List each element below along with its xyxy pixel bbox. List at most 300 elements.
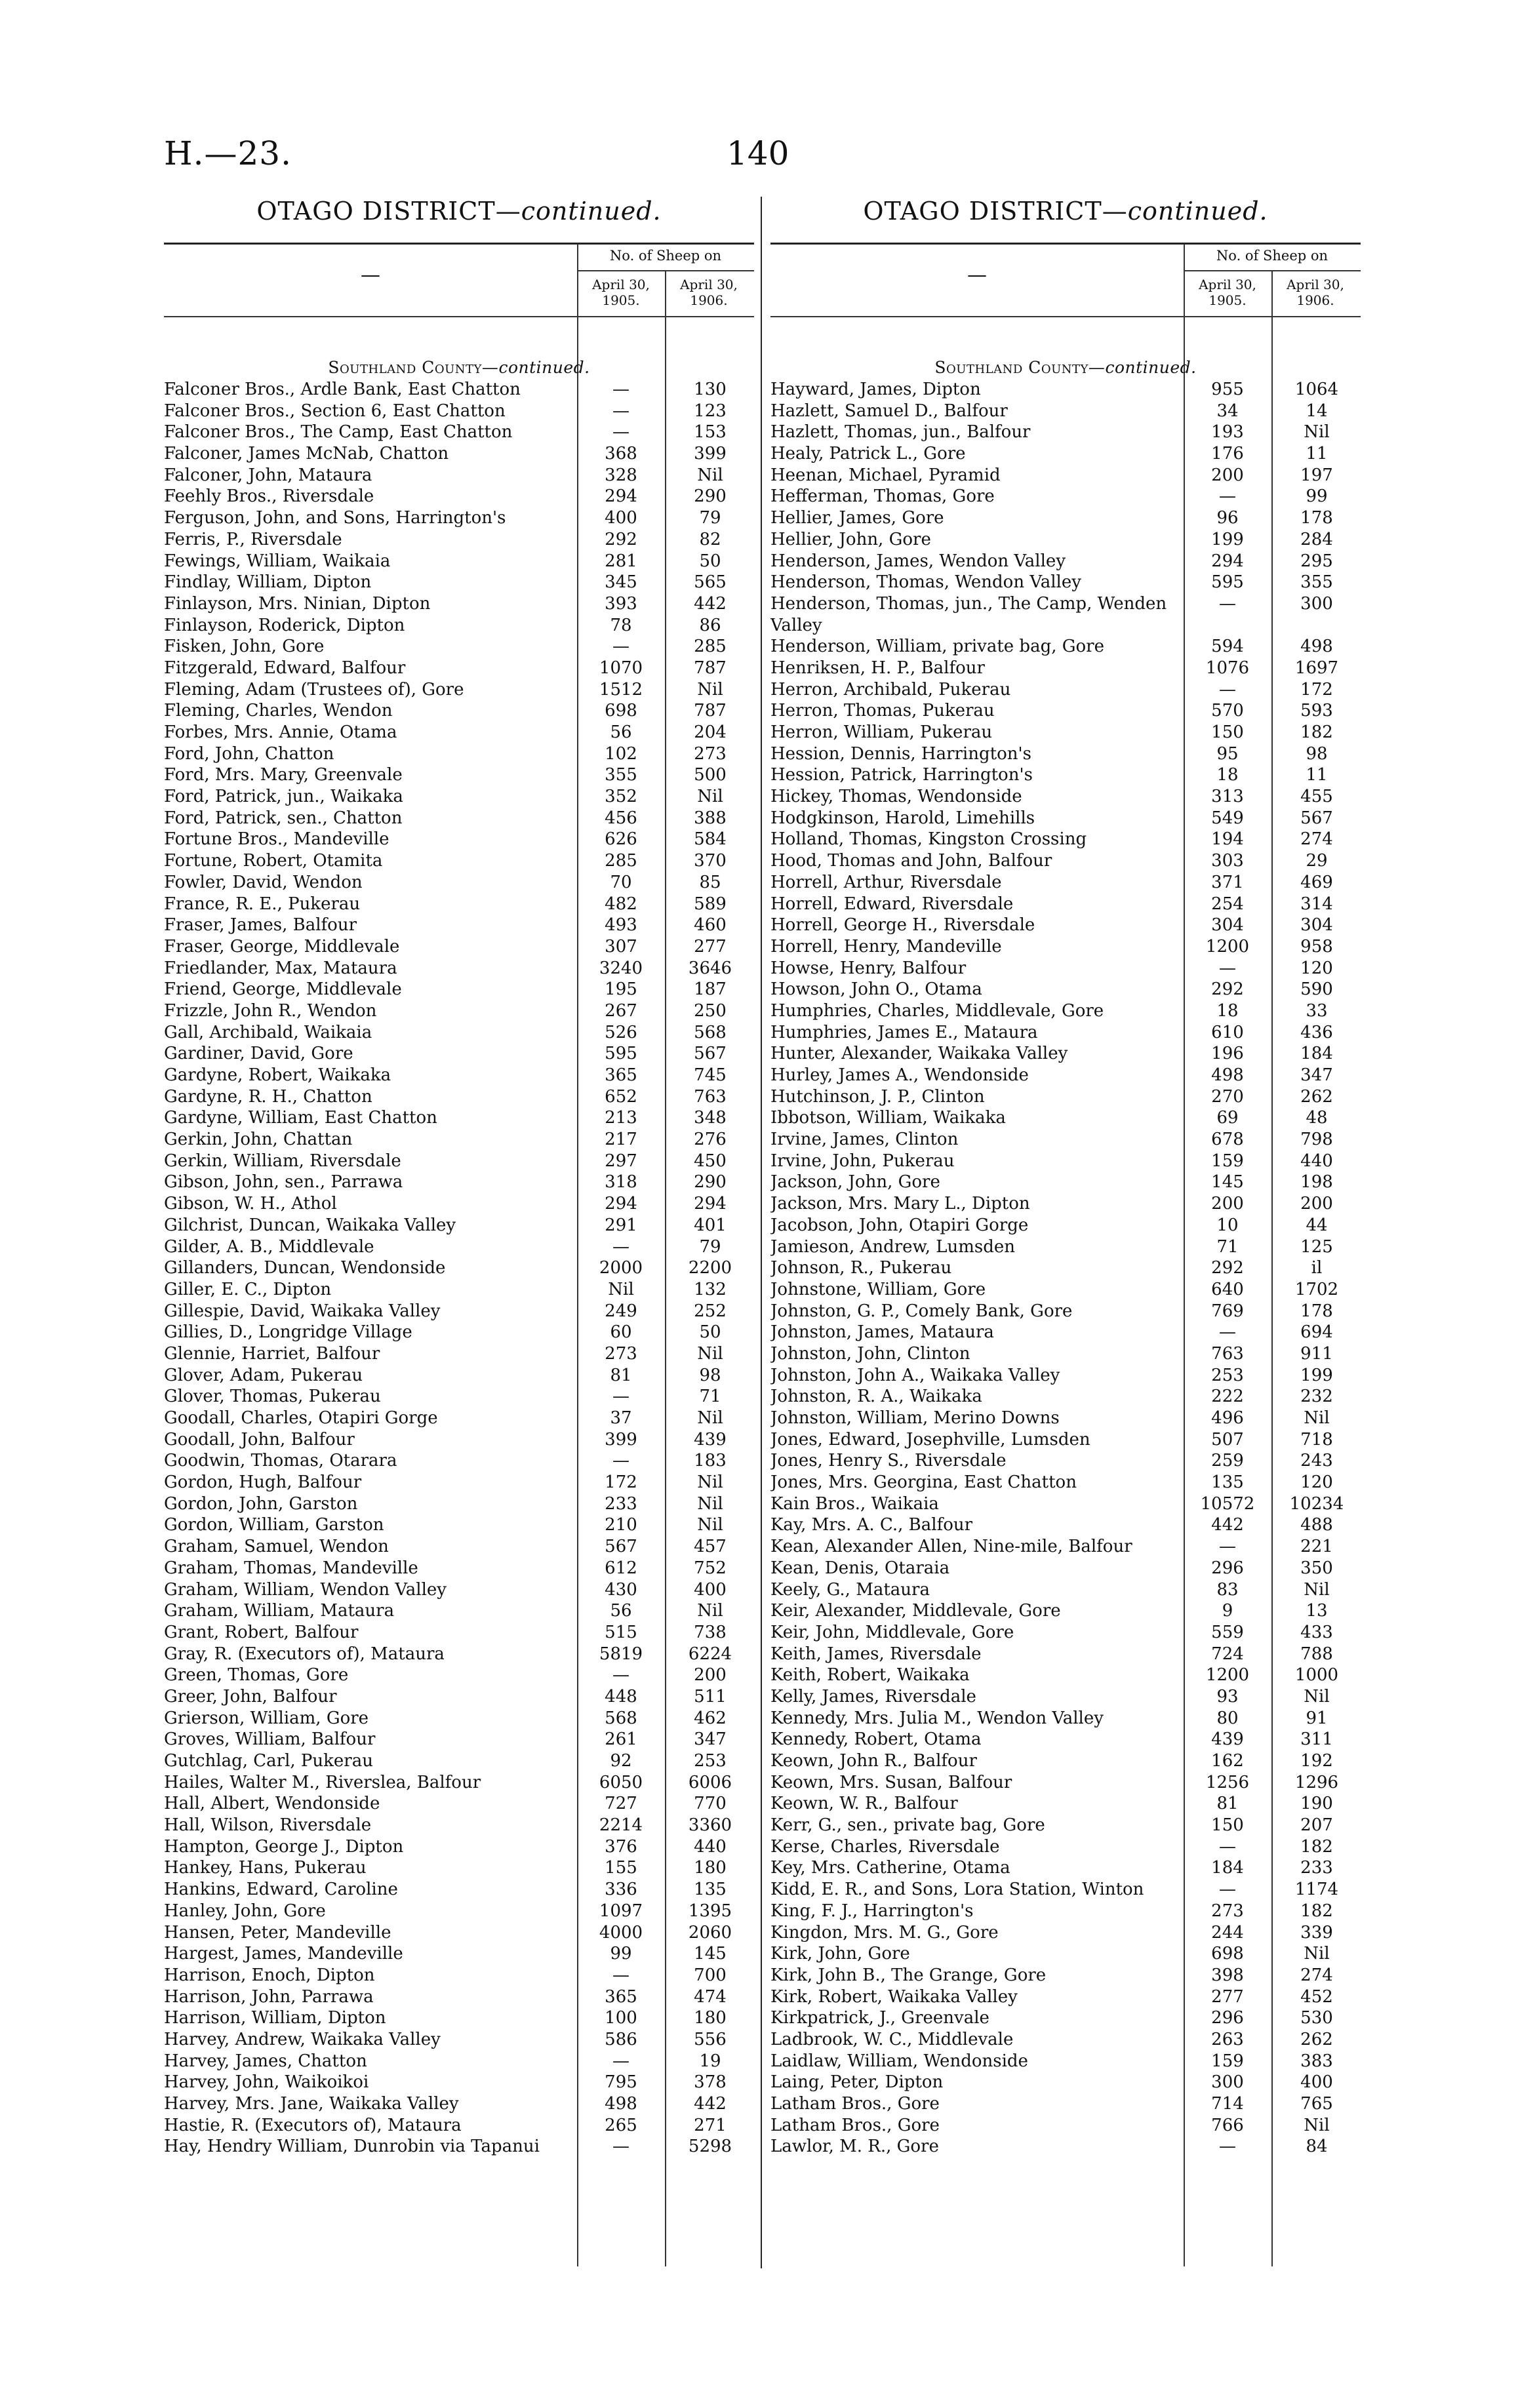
sheep-1906: 182 (1300, 722, 1333, 743)
table-row (770, 379, 1361, 401)
sheep-1905: 1200 (1205, 936, 1250, 957)
sheep-1906: 252 (694, 1301, 727, 1321)
owner-name: Jamieson, Andrew, Lumsden (770, 1236, 1016, 1257)
owner-name: Falconer Bros., Ardle Bank, East Chatton (164, 380, 521, 399)
sheep-1905: 9 (1222, 1601, 1233, 1621)
table-row (164, 958, 754, 979)
sheep-1905: 6050 (599, 1772, 643, 1792)
sheep-1906: 130 (694, 380, 727, 399)
owner-name: Gutchlag, Carl, Pukerau (164, 1751, 373, 1771)
sheep-1905: — (1219, 1537, 1236, 1557)
sheep-1905: 292 (1211, 979, 1244, 1000)
table-row (770, 1236, 1361, 1258)
sheep-1906: 787 (694, 701, 727, 721)
sheep-1906: 500 (694, 765, 727, 785)
table-row (770, 1257, 1361, 1279)
sheep-1906: 178 (1300, 508, 1333, 528)
table-row (770, 1922, 1361, 1944)
sheep-1906: 207 (1300, 1815, 1333, 1836)
sheep-1905: 955 (1211, 380, 1244, 399)
owner-name: Ford, Mrs. Mary, Greenvale (164, 765, 403, 785)
sheep-1905: 456 (605, 808, 637, 828)
sheep-1906: 19 (699, 2051, 721, 2071)
table-row (164, 1215, 754, 1236)
owner-name: Fitzgerald, Edward, Balfour (164, 658, 406, 678)
sheep-1906: 1697 (1294, 658, 1339, 678)
table-row (164, 979, 754, 1000)
table-row (164, 915, 754, 936)
sheep-1906: 123 (694, 401, 727, 421)
sheep-1906: 91 (1306, 1708, 1328, 1728)
sheep-1905: — (612, 380, 629, 399)
sheep-1906: Nil (1304, 1408, 1330, 1429)
sheep-1906: 233 (1300, 1858, 1333, 1878)
sheep-1905: — (1219, 958, 1236, 978)
owner-name: Gilder, A. B., Middlevale (164, 1236, 374, 1257)
owner-name: Keown, Mrs. Susan, Balfour (770, 1772, 1012, 1792)
table-row (164, 1686, 754, 1708)
owner-name: Fortune, Robert, Otamita (164, 851, 383, 871)
sheep-1905: 292 (1211, 1258, 1244, 1278)
sheep-1906: 958 (1300, 936, 1333, 957)
table-row (164, 1514, 754, 1536)
owner-name: Johnston, John, Clinton (770, 1343, 970, 1364)
sheep-1905: 294 (605, 486, 637, 507)
table-row (164, 1622, 754, 1644)
sheep-1906: 183 (694, 1451, 727, 1471)
sheep-1906: 311 (1300, 1729, 1333, 1750)
owner-name: Kerr, G., sen., private bag, Gore (770, 1815, 1045, 1836)
owner-name: Jackson, Mrs. Mary L., Dipton (770, 1194, 1030, 1214)
table-row (770, 1301, 1361, 1322)
table-row (164, 1408, 754, 1429)
table-row (770, 722, 1361, 743)
sheep-1905: 393 (605, 593, 637, 614)
sheep-1905: 162 (1211, 1751, 1244, 1771)
sheep-1905: 294 (1211, 551, 1244, 571)
table-row (770, 2136, 1361, 2158)
sheep-1905: 102 (605, 743, 637, 764)
table-row (770, 679, 1361, 701)
owner-name: Gibson, W. H., Athol (164, 1194, 337, 1214)
sheep-1905: — (1219, 1880, 1236, 1900)
sheep-1905: 213 (605, 1108, 637, 1128)
table-row (164, 894, 754, 915)
sheep-1905: 100 (605, 2008, 637, 2028)
owner-name: Howson, John O., Otama (770, 979, 982, 1000)
sheep-1906: 180 (694, 1858, 727, 1878)
owner-name: Jackson, John, Gore (770, 1172, 940, 1193)
owner-name: Kirkpatrick, J., Greenvale (770, 2008, 989, 2028)
sheep-1905: 549 (1211, 808, 1244, 828)
table-row (164, 1772, 754, 1794)
owner-name: Hailes, Walter M., Riverslea, Balfour (164, 1772, 481, 1792)
table-row (164, 593, 754, 615)
sheep-1905: 727 (605, 1794, 637, 1814)
sheep-1905: — (612, 1236, 629, 1257)
sheep-1905: — (612, 401, 629, 421)
owner-name: Henderson, Thomas, Wendon Valley (770, 572, 1081, 593)
sheep-1906: 798 (1300, 1130, 1333, 1150)
table-row (164, 401, 754, 422)
sheep-1906: 6006 (688, 1772, 732, 1792)
sheep-1906: 277 (694, 936, 727, 957)
sheep-1905: 300 (1211, 2072, 1244, 2093)
owner-name: Fortune Bros., Mandeville (164, 829, 389, 850)
sheep-1905: 150 (1211, 1815, 1244, 1836)
owner-name: King, F. J., Harrington's (770, 1901, 974, 1921)
table-row (164, 1986, 754, 2008)
sheep-1906: 439 (694, 1429, 727, 1450)
owner-name: Gardiner, David, Gore (164, 1044, 353, 1064)
sheep-1906: Nil (697, 465, 723, 485)
table-row (164, 1343, 754, 1365)
owner-name: Kay, Mrs. A. C., Balfour (770, 1515, 973, 1535)
sheep-1906: 300 (1300, 593, 1333, 614)
sheep-1905: 93 (1216, 1686, 1239, 1707)
sheep-1906: 290 (694, 486, 727, 507)
sheep-1906: 125 (1300, 1236, 1333, 1257)
owner-name: Ferguson, John, and Sons, Harrington's (164, 508, 506, 528)
table-row (770, 422, 1361, 443)
owner-name: Jones, Henry S., Riversdale (770, 1451, 1007, 1471)
owner-name: Latham Bros., Gore (770, 2094, 940, 2114)
owner-name: Ford, Patrick, jun., Waikaka (164, 787, 403, 807)
owner-name: Keir, Alexander, Middlevale, Gore (770, 1601, 1061, 1621)
table-row (770, 1107, 1361, 1129)
sheep-1906: 745 (694, 1065, 727, 1085)
sheep-1905: 612 (605, 1558, 637, 1578)
owner-name: Grierson, William, Gore (164, 1708, 369, 1728)
sheep-1906: 50 (699, 551, 721, 571)
sheep-1905: 430 (605, 1579, 637, 1600)
owner-name: Gillespie, David, Waikaka Valley (164, 1301, 441, 1321)
sheep-1906: 378 (694, 2072, 727, 2093)
table-row (164, 529, 754, 551)
sheep-1906: 347 (1300, 1065, 1333, 1086)
sheep-1905: 352 (605, 787, 637, 807)
sheep-1906: 182 (1300, 1836, 1333, 1857)
sheep-1906: 5298 (688, 2137, 732, 2157)
sheep-1905: 259 (1211, 1451, 1244, 1471)
sheep-1905: 217 (605, 1130, 637, 1150)
table-row (770, 936, 1361, 958)
table-row (164, 1257, 754, 1279)
sheep-1905: 365 (605, 1065, 637, 1085)
sheep-1905: — (1219, 593, 1236, 614)
table-row (770, 2093, 1361, 2115)
table-row (164, 1107, 754, 1129)
sheep-1905: 2214 (599, 1815, 643, 1836)
sheep-1905: 277 (1211, 1986, 1244, 2007)
owner-name: Jones, Edward, Josephville, Lumsden (770, 1429, 1090, 1450)
sheep-1905: — (612, 1387, 629, 1407)
owner-name: Keith, Robert, Waikaka (770, 1665, 970, 1686)
sheep-1905: 714 (1211, 2094, 1244, 2114)
owner-name: Gerkin, John, Chattan (164, 1130, 353, 1150)
sheep-1905: 376 (605, 1836, 637, 1857)
sheep-1906: 763 (694, 1086, 727, 1107)
owner-name: Greer, John, Balfour (164, 1686, 337, 1707)
owner-name: Kirk, Robert, Waikaka Valley (770, 1986, 1018, 2007)
sheep-1905: 196 (1211, 1044, 1244, 1064)
owner-name: Hefferman, Thomas, Gore (770, 486, 995, 507)
owner-name: Humphries, James E., Mataura (770, 1022, 1038, 1042)
sheep-1905: 233 (605, 1493, 637, 1514)
owner-name: Hickey, Thomas, Wendonside (770, 787, 1022, 807)
county-subheading: Southland County—continued. (328, 358, 590, 377)
table-row (164, 1365, 754, 1387)
sheep-1905: 371 (1211, 872, 1244, 892)
table-row (164, 1579, 754, 1601)
sheep-1906: 589 (694, 894, 727, 914)
district-title: OTAGO DISTRICT—continued. (863, 197, 1268, 226)
table-row (770, 1450, 1361, 1472)
table-row (770, 1857, 1361, 1879)
owner-name: Hall, Wilson, Riversdale (164, 1815, 372, 1836)
sheep-1906: 388 (694, 808, 727, 828)
owner-name: Fraser, George, Middlevale (164, 936, 400, 957)
sheep-1906: 370 (694, 851, 727, 871)
owner-name: Ladbrook, W. C., Middlevale (770, 2029, 1014, 2049)
table-row (164, 2051, 754, 2072)
sheep-1905: — (612, 1665, 629, 1686)
table-row (164, 1922, 754, 1944)
sheep-1905: 249 (605, 1301, 637, 1321)
owner-name: Keown, John R., Balfour (770, 1751, 977, 1771)
sheep-1905: 261 (605, 1729, 637, 1750)
sheep-1906: 450 (694, 1151, 727, 1171)
sheep-1906: 221 (1300, 1537, 1333, 1557)
table-row (164, 1815, 754, 1836)
sheep-1906: Nil (697, 679, 723, 700)
sheep-1905: 5819 (599, 1644, 643, 1664)
sheep-1906: 182 (1300, 1901, 1333, 1921)
owner-name: Kean, Denis, Otaraia (770, 1558, 950, 1578)
table-row (770, 636, 1361, 658)
district-title: OTAGO DISTRICT—continued. (256, 197, 662, 226)
april-1906-header: April 30, 1906. (680, 277, 738, 308)
table-row (164, 422, 754, 443)
sheep-1905: 285 (605, 851, 637, 871)
sheep-1906: 71 (699, 1387, 721, 1407)
sheep-1906: 3360 (688, 1815, 732, 1836)
sheep-1906: 474 (694, 1986, 727, 2007)
owner-name: Findlay, William, Dipton (164, 572, 372, 593)
table-row (164, 1301, 754, 1322)
table-row (770, 1193, 1361, 1215)
table-row (164, 829, 754, 850)
owner-name: Giller, E. C., Dipton (164, 1279, 332, 1299)
sheep-1906: 98 (1306, 743, 1328, 764)
sheep-1905: 328 (605, 465, 637, 485)
sheep-1906: 86 (699, 615, 721, 635)
sheep-1906: 199 (1300, 1365, 1333, 1385)
sheep-1905: 135 (1211, 1472, 1244, 1493)
sheep-1905: 1200 (1205, 1665, 1250, 1686)
sheep-1906: 436 (1300, 1022, 1333, 1042)
table-row (770, 894, 1361, 915)
table-row (164, 1322, 754, 1343)
owner-name: Graham, Thomas, Mandeville (164, 1558, 418, 1578)
table-row (770, 1901, 1361, 1922)
table-row (164, 1472, 754, 1493)
sheep-1906: 556 (694, 2029, 727, 2049)
sheep-1905: 526 (605, 1022, 637, 1042)
table-row (770, 1600, 1361, 1622)
sheep-1906: 442 (694, 2094, 727, 2114)
sheep-1906: 274 (1300, 1965, 1333, 1985)
table-row (770, 1000, 1361, 1022)
sheep-1905: 155 (605, 1858, 637, 1878)
sheep-1906: 262 (1300, 2029, 1333, 2049)
owner-name: Glennie, Harriet, Balfour (164, 1343, 380, 1364)
table-row (164, 2007, 754, 2029)
sheep-1906: 187 (694, 979, 727, 1000)
table-row (164, 1429, 754, 1451)
sheep-1905: 640 (1211, 1279, 1244, 1299)
sheep-1906: 82 (699, 529, 721, 549)
sheep-1906: Nil (697, 1408, 723, 1428)
sheep-1906: 440 (1300, 1151, 1333, 1171)
table-row (164, 1193, 754, 1215)
sheep-1906: 700 (694, 1965, 727, 1985)
owner-name: Hansen, Peter, Mandeville (164, 1922, 391, 1943)
owner-name: Gordon, William, Garston (164, 1515, 384, 1535)
sheep-1905: 159 (1211, 1151, 1244, 1171)
table-row (770, 1879, 1361, 1901)
table-row (164, 1793, 754, 1815)
owner-name: Henderson, Thomas, jun., The Camp, Wenden Valley (770, 593, 1167, 635)
table-row (164, 2029, 754, 2051)
sheep-1906: Nil (1304, 1944, 1330, 1964)
sheep-1905: 281 (605, 551, 637, 571)
sheep-1906: 452 (1300, 1986, 1333, 2007)
sheep-1905: 594 (1211, 637, 1244, 657)
sheep-1905: 493 (605, 915, 637, 936)
sheep-1906: 462 (694, 1708, 727, 1728)
sheep-1906: 3646 (688, 958, 732, 978)
county-subheading: Southland County—continued. (934, 358, 1197, 377)
owner-name: Groves, William, Balfour (164, 1729, 376, 1750)
sheep-1906: 752 (694, 1558, 727, 1578)
sheep-1906: 204 (694, 722, 727, 742)
table-row (770, 465, 1361, 486)
sheep-1905: 184 (1211, 1858, 1244, 1878)
sheep-1905: 2000 (599, 1258, 643, 1278)
sheep-1905: 313 (1211, 787, 1244, 807)
table-row (770, 1086, 1361, 1108)
sheep-1906: 530 (1300, 2008, 1333, 2028)
table-row (164, 679, 754, 701)
sheep-1906: Nil (1304, 1686, 1330, 1707)
sheep-1905: 496 (1211, 1408, 1244, 1429)
sheep-1905: 296 (1211, 2008, 1244, 2028)
owner-name: Gibson, John, sen., Parrawa (164, 1172, 403, 1193)
sheep-1906: 460 (694, 915, 727, 936)
sheep-1905: 355 (605, 765, 637, 785)
sheep-1906: 295 (1300, 551, 1333, 571)
owner-name: Keown, W. R., Balfour (770, 1794, 958, 1814)
table-row (770, 1729, 1361, 1750)
table-row (164, 1879, 754, 1901)
table-row (164, 1750, 754, 1772)
sheep-1906: 788 (1300, 1644, 1333, 1664)
sheep-1905: 304 (1211, 915, 1244, 936)
owner-name: Hutchinson, J. P., Clinton (770, 1086, 985, 1107)
sheep-1905: 222 (1211, 1387, 1244, 1407)
table-row (164, 2115, 754, 2137)
sheep-1905: 150 (1211, 722, 1244, 743)
sheep-1905: 570 (1211, 701, 1244, 721)
sheep-1905: 1076 (1205, 658, 1250, 678)
table-row (770, 1129, 1361, 1151)
table-row (164, 1043, 754, 1065)
sheep-1906: 33 (1306, 1000, 1328, 1021)
sheep-1905: 3240 (599, 958, 643, 978)
table-row (770, 1793, 1361, 1815)
owner-name: Hankins, Edward, Caroline (164, 1880, 398, 1900)
owner-name: Jacobson, John, Otapiri Gorge (770, 1215, 1029, 1235)
owner-name: Kelly, James, Riversdale (770, 1686, 976, 1707)
sheep-1906: 350 (1300, 1558, 1333, 1578)
table-row (164, 722, 754, 743)
owner-name: Hayward, James, Dipton (770, 380, 981, 399)
sheep-1906: Nil (697, 1343, 723, 1364)
sheep-1905: 303 (1211, 851, 1244, 871)
sheep-1906: 44 (1306, 1215, 1328, 1235)
owner-name: Gillanders, Duncan, Wendonside (164, 1258, 446, 1278)
table-row (770, 572, 1361, 593)
owner-name: Hunter, Alexander, Waikaka Valley (770, 1044, 1068, 1064)
sheep-1905: 442 (1211, 1515, 1244, 1535)
sheep-1906: 198 (1300, 1172, 1333, 1193)
sheep-1906: 304 (1300, 915, 1333, 936)
owner-name: Holland, Thomas, Kingston Crossing (770, 829, 1087, 850)
sheep-1905: 291 (605, 1215, 637, 1235)
owner-name: Gardyne, William, East Chatton (164, 1108, 437, 1128)
owner-name: Kerse, Charles, Riversdale (770, 1836, 1000, 1857)
owner-name: Healy, Patrick L., Gore (770, 444, 966, 464)
sheep-1906: 765 (1300, 2094, 1333, 2114)
sheep-1905: 56 (610, 722, 632, 742)
table-row (770, 1665, 1361, 1686)
owner-name: Ford, Patrick, sen., Chatton (164, 808, 403, 828)
owner-name: Johnston, John A., Waikaka Valley (770, 1365, 1060, 1385)
table-row (164, 764, 754, 786)
table-row (770, 2029, 1361, 2051)
sheep-1906: 271 (694, 2115, 727, 2135)
owner-name: Hastie, R. (Executors of), Mataura (164, 2115, 462, 2135)
owner-name: Henderson, James, Wendon Valley (770, 551, 1066, 571)
owner-name: Frizzle, John R., Wendon (164, 1000, 377, 1021)
sheep-1905: 507 (1211, 1429, 1244, 1450)
name-column-header: — (967, 264, 987, 286)
table-row (164, 2093, 754, 2115)
sheep-1906: 294 (694, 1194, 727, 1214)
sheep-1905: 95 (1216, 743, 1239, 764)
sheep-1906: 178 (1300, 1301, 1333, 1321)
april-1906-header: April 30, 1906. (1287, 277, 1344, 308)
sheep-1905: 267 (605, 1000, 637, 1021)
owner-name: Harvey, Andrew, Waikaka Valley (164, 2029, 441, 2049)
owner-name: Kidd, E. R., and Sons, Lora Station, Winton (770, 1880, 1144, 1900)
owner-name: Gardyne, R. H., Chatton (164, 1086, 372, 1107)
table-row (164, 572, 754, 593)
sheep-1906: 99 (1306, 486, 1328, 507)
owner-name: Hankey, Hans, Pukerau (164, 1858, 367, 1878)
sheep-1905: 678 (1211, 1130, 1244, 1150)
